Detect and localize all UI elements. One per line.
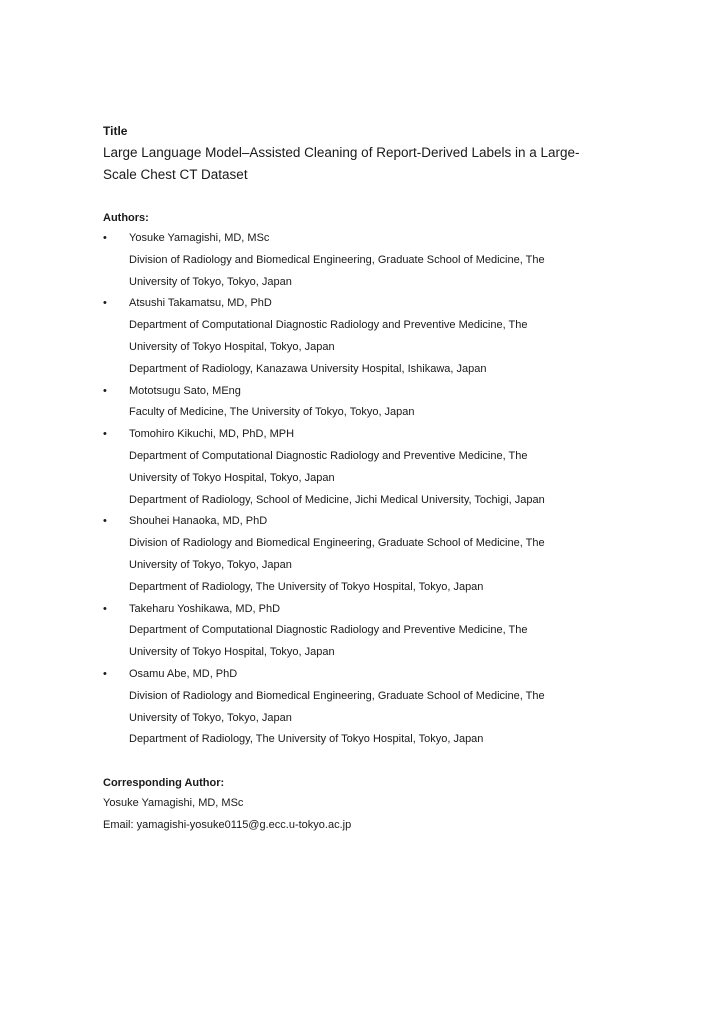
author-affiliation-line: Department of Radiology, The University of Tokyo Hospital, Tokyo, Japan xyxy=(129,580,484,593)
corresponding-name: Yosuke Yamagishi, MD, MSc xyxy=(103,797,244,810)
corresponding-email: Email: yamagishi-yosuke0115@g.ecc.u-tokyo.ac.jp xyxy=(103,818,352,831)
author-list xyxy=(103,228,720,751)
author-name: Atsushi Takamatsu, MD, PhD xyxy=(129,297,272,310)
bullet-icon: • xyxy=(103,667,107,680)
bullet-icon: • xyxy=(103,602,107,615)
author-affiliation-line: Division of Radiology and Biomedical Engineering, Graduate School of Medicine, The xyxy=(129,253,545,266)
author-affiliation-line: Department of Computational Diagnostic Radiology and Preventive Medicine, The xyxy=(129,319,528,332)
author-item xyxy=(103,381,720,425)
bullet-icon: • xyxy=(103,384,107,397)
author-item xyxy=(103,293,720,380)
author-affiliation-line: University of Tokyo, Tokyo, Japan xyxy=(129,711,292,724)
bullet-icon: • xyxy=(103,515,107,528)
author-affiliation-line: University of Tokyo, Tokyo, Japan xyxy=(129,558,292,571)
author-item xyxy=(103,664,720,751)
author-item xyxy=(103,599,720,664)
author-affiliation-line: Department of Radiology, The University of Tokyo Hospital, Tokyo, Japan xyxy=(129,733,484,746)
author-affiliation-line: Division of Radiology and Biomedical Engineering, Graduate School of Medicine, The xyxy=(129,689,545,702)
title-heading: Title xyxy=(103,124,128,138)
author-affiliation-line: Faculty of Medicine, The University of Tokyo, Tokyo, Japan xyxy=(129,406,415,419)
author-name: Tomohiro Kikuchi, MD, PhD, MPH xyxy=(129,428,295,441)
author-affiliation-line: Department of Radiology, School of Medicine, Jichi Medical University, Tochigi, Japan xyxy=(129,493,545,506)
author-item xyxy=(103,424,720,511)
paper-title: Large Language Model–Assisted Cleaning of Report-Derived Labels in a Large-Scale Chest CT Dataset xyxy=(103,145,580,182)
author-affiliation-line: Department of Radiology, Kanazawa University Hospital, Ishikawa, Japan xyxy=(129,362,487,375)
author-name: Yosuke Yamagishi, MD, MSc xyxy=(129,232,270,244)
author-affiliation-line: Department of Computational Diagnostic Radiology and Preventive Medicine, The xyxy=(129,624,528,637)
author-name: Shouhei Hanaoka, MD, PhD xyxy=(129,515,268,528)
author-affiliation-line: University of Tokyo, Tokyo, Japan xyxy=(129,275,292,288)
bullet-icon: • xyxy=(103,232,107,244)
author-name: Osamu Abe, MD, PhD xyxy=(129,667,238,680)
author-affiliation-line: Department of Computational Diagnostic Radiology and Preventive Medicine, The xyxy=(129,449,528,462)
author-affiliation-line: University of Tokyo Hospital, Tokyo, Japan xyxy=(129,340,335,353)
authors-heading: Authors: xyxy=(103,212,149,224)
author-name: Takeharu Yoshikawa, MD, PhD xyxy=(129,602,281,615)
author-affiliation-line: University of Tokyo Hospital, Tokyo, Japan xyxy=(129,646,335,659)
author-item xyxy=(103,511,720,598)
bullet-icon: • xyxy=(103,297,107,310)
bullet-icon: • xyxy=(103,428,107,441)
author-affiliation-line: Division of Radiology and Biomedical Engineering, Graduate School of Medicine, The xyxy=(129,537,545,550)
author-item xyxy=(103,228,720,293)
corresponding-heading: Corresponding Author: xyxy=(103,777,225,790)
author-affiliation-line: University of Tokyo Hospital, Tokyo, Japan xyxy=(129,471,335,484)
author-name: Mototsugu Sato, MEng xyxy=(129,384,241,397)
